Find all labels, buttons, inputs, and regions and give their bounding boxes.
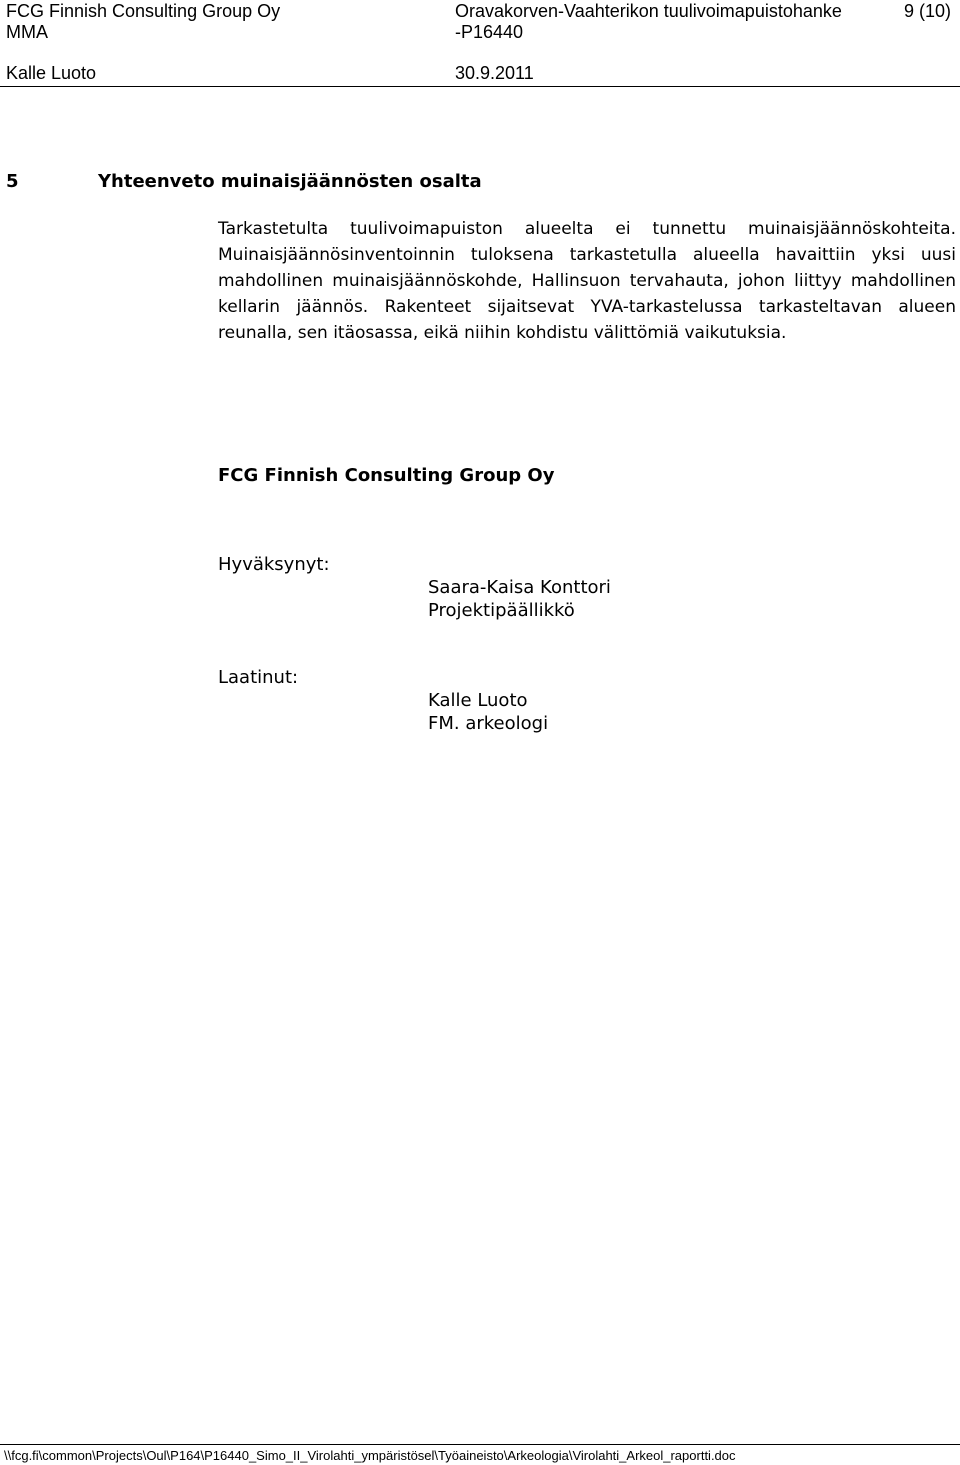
- approved-title: Projektipäällikkö: [428, 600, 575, 621]
- prepared-label: Laatinut:: [218, 667, 299, 688]
- signature-company: FCG Finnish Consulting Group Oy: [218, 465, 555, 486]
- header-company: FCG Finnish Consulting Group Oy: [6, 1, 281, 21]
- approved-name: Saara-Kaisa Konttori: [428, 577, 611, 598]
- header-unit: MMA: [6, 22, 48, 42]
- footer-divider: [0, 1444, 960, 1445]
- prepared-title: FM. arkeologi: [428, 713, 549, 734]
- header-date: 30.9.2011: [455, 63, 534, 83]
- summary-paragraph: Tarkastetulta tuulivoimapuiston alueelta ei tunnettu muinaisjäännöskohteita. Muinaisjäännösinventoinnin tuloksena tarkastetulla alueella havaittiin yksi uusi mahdollinen muinaisjäännöskohde, Hallinsuon tervahauta, johon liittyy mahdollinen kellarin jäännös. Rakenteet sijaitsevat YVA-tarkastelussa tarkasteltavan alueen reunalla, sen itäosassa, eikä niihin kohdistu välittömiä vaikutuksia.: [218, 219, 956, 343]
- header-divider: [0, 86, 960, 87]
- approved-label: Hyväksynyt:: [218, 554, 330, 575]
- section-number: 5: [6, 171, 19, 192]
- section-body: [218, 216, 956, 346]
- header-project-title: Oravakorven-Vaahterikon tuulivoimapuistohanke: [455, 1, 842, 21]
- header-page-number: 9 (10): [904, 1, 952, 21]
- prepared-name: Kalle Luoto: [428, 690, 528, 711]
- header-author: Kalle Luoto: [6, 63, 97, 83]
- section-title: Yhteenveto muinaisjäännösten osalta: [98, 171, 482, 192]
- footer-file-path: \\fcg.fi\common\Projects\Oul\P164\P16440_Simo_II_Virolahti_ympäristösel\Työaineisto\Arkeologia\Virolahti_Arkeol_raportti.doc: [4, 1448, 736, 1463]
- header-project-code: -P16440: [455, 22, 524, 42]
